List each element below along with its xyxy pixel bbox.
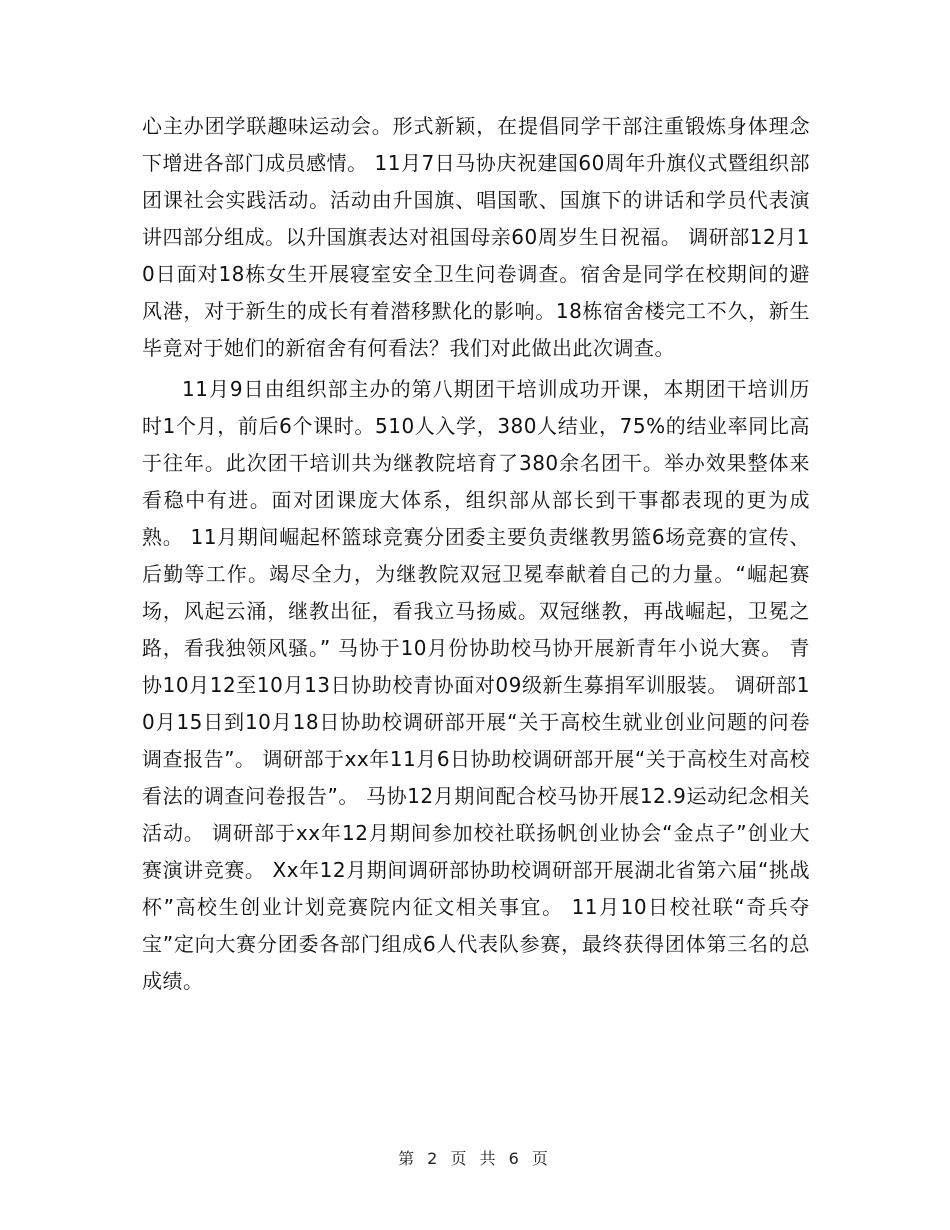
document-body <box>142 108 810 1004</box>
paragraph-2: 11月9日由组织部主办的第八期团干培训成功开课，本期团干培训历时1个月，前后6个课时。510人入学，380人结业，75%的结业率同比高于往年。此次团干培训共为继教院培育了380余名团干。举办效果整体来看稳中有进。面对团课庞大体系，组织部从部长到干事都表现的更为成熟。 11月期间崛起杯篮球竞赛分团委主要负责继教男篮6场竞赛的宣传、后勤等工作。竭尽全力，为继教院双冠卫冕奉献着自己的力量。“崛起赛场，风起云涌，继教出征，看我立马扬威。双冠继教，再战崛起，卫冕之路，看我独领风骚。” 马协于10月份协助校马协开展新青年小说大赛。 青协10月12至10月13日协助校青协面对09级新生募捐军训服装。 调研部10月15日到10月18日协助校调研部开展“关于高校生就业创业问题的问卷调查报告”。 调研部于xx年11月6日协助校调研部开展“关于高校生对高校看法的调查问卷报告”。 马协12月期间配合校马协开展12.9运动纪念相关活动。 调研部于xx年12月期间参加校社联扬帆创业协会“金点子”创业大赛演讲竞赛。 Xx年12月期间调研部协助校调研部开展湖北省第六届“挑战杯”高校生创业计划竞赛院内征文相关事宜。 11月10日校社联“奇兵夺宝”定向大赛分团委各部门组成6人代表队参赛，最终获得团体第三名的总成绩。 <box>142 377 810 993</box>
paragraph-1: 心主办团学联趣味运动会。形式新颖，在提倡同学干部注重锻炼身体理念下增进各部门成员感情。 11月7日马协庆祝建国60周年升旗仪式暨组织部团课社会实践活动。活动由升国旗、唱国歌、国旗下的讲话和学员代表演讲四部分组成。以升国旗表达对祖国母亲60周岁生日祝福。 调研部12月10日面对18栋女生开展寝室安全卫生问卷调查。宿舍是同学在校期间的避风港，对于新生的成长有着潜移默化的影响。18栋宿舍楼完工不久，新生毕竟对于她们的新宿舍有何看法？我们对此做出此次调查。 <box>142 114 810 360</box>
page-footer: 第 2 页 共 6 页 <box>398 1149 552 1168</box>
